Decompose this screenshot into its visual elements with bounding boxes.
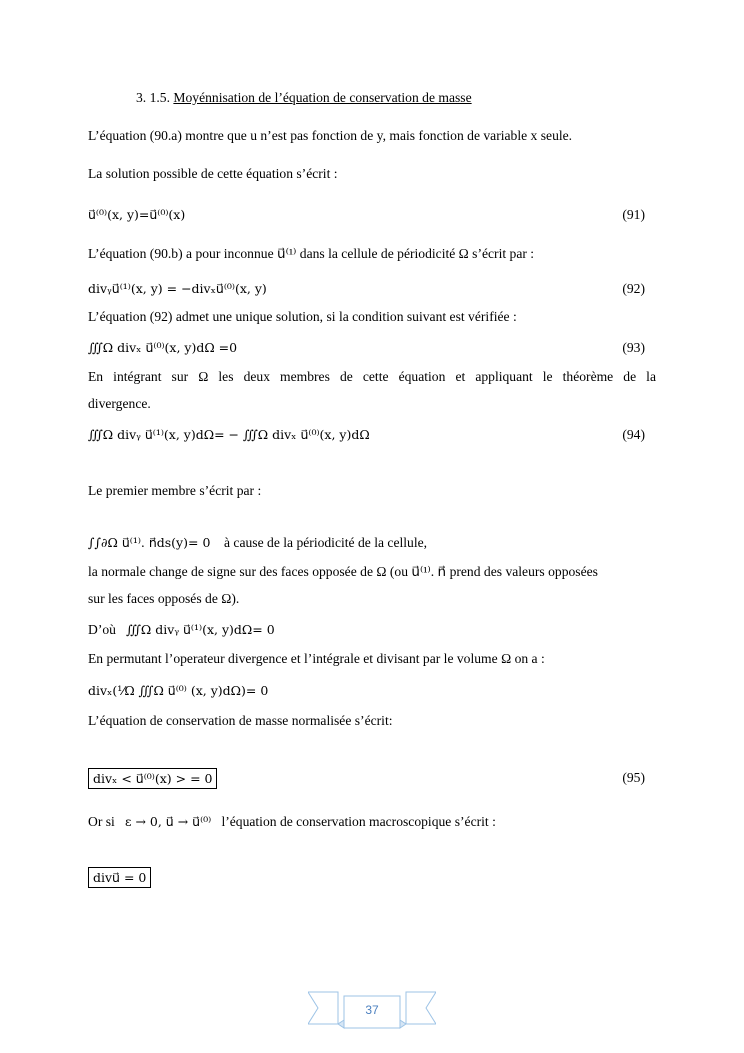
boundary-integral: ∫∫∂Ω u⃗⁽¹⁾. n⃗ds(y)= 0 [88,535,211,550]
equation-number-92: (92) [622,281,645,296]
equation-95-box: divₓ < u⃗⁽⁰⁾(x) > = 0 [88,768,217,789]
page-number-ribbon [308,990,436,1030]
dou-line [88,621,656,639]
equation-number-91: (91) [622,207,645,222]
permute-equation: divₓ(¹⁄Ω ∭Ω u⃗⁽⁰⁾ (x, y)dΩ)= 0 [88,683,269,698]
equation-number-95: (95) [622,770,645,785]
paragraph-4: L’équation (92) admet une unique solution, si la condition suivant est vérifiée : [88,309,517,324]
final-equation-box: divu⃗ = 0 [88,867,151,888]
paragraph-11: En permutant l’operateur divergence et l’intégrale et divisant par le volume Ω on a : [88,651,545,666]
equation-95-line [88,768,656,789]
equation-94: ∭Ω divᵧ u⃗⁽¹⁾(x, y)dΩ= − ∭Ω divₓ u⃗⁽⁰⁾(x, y)dΩ [88,427,370,442]
equation-91: u⃗⁽⁰⁾(x, y)=u⃗⁽⁰⁾(x) [88,207,186,222]
equation-93: ∭Ω divₓ u⃗⁽⁰⁾(x, y)dΩ =0 [88,340,238,355]
limit-lead: Or si [88,814,115,829]
equation-number-93: (93) [622,340,645,355]
boundary-integral-line [88,534,656,552]
paragraph-6: Le premier membre s’écrit par : [88,483,262,498]
page-number: 37 [365,1003,379,1017]
paragraph-3: L’équation (90.b) a pour inconnue u⃗⁽¹⁾ dans la cellule de périodicité Ω s’écrit par : [88,246,535,261]
paragraph-9: sur les faces opposés de Ω). [88,591,240,606]
paragraph-1: L’équation (90.a) montre que u n’est pas fonction de y, mais fonction de variable x seule. [88,128,573,143]
limit-line [88,813,656,831]
equation-number-94: (94) [622,427,645,442]
paragraph-5-line-2: divergence. [88,396,151,411]
section-heading [136,89,656,107]
section-number: 3. 1.5. [136,90,170,105]
dou-equation: ∭Ω divᵧ u⃗⁽¹⁾(x, y)dΩ= 0 [126,622,275,637]
limit-tail: l’équation de conservation macroscopique s’écrit : [221,814,496,829]
dou-lead: D’où [88,622,116,637]
periodicity-remark: à cause de la périodicité de la cellule, [224,535,428,550]
paragraph-12: L’équation de conservation de masse normalisée s’écrit: [88,713,393,728]
paragraph-2: La solution possible de cette équation s’écrit : [88,166,338,181]
section-title: Moyénnisation de l’équation de conservation de masse [173,90,472,105]
limit-expression: ε → 0, u⃗ → u⃗⁽⁰⁾ [125,814,212,829]
paragraph-8: la normale change de signe sur des faces opposée de Ω (ou u⃗⁽¹⁾. n⃗ prend des valeurs opposées [88,564,598,579]
paragraph-5-line-1: En intégrant sur Ω les deux membres de cette équation et appliquant le théorème de la [88,369,656,384]
final-equation-line [88,867,656,888]
equation-92: divᵧu⃗⁽¹⁾(x, y) = −divₓu⃗⁽⁰⁾(x, y) [88,281,267,296]
